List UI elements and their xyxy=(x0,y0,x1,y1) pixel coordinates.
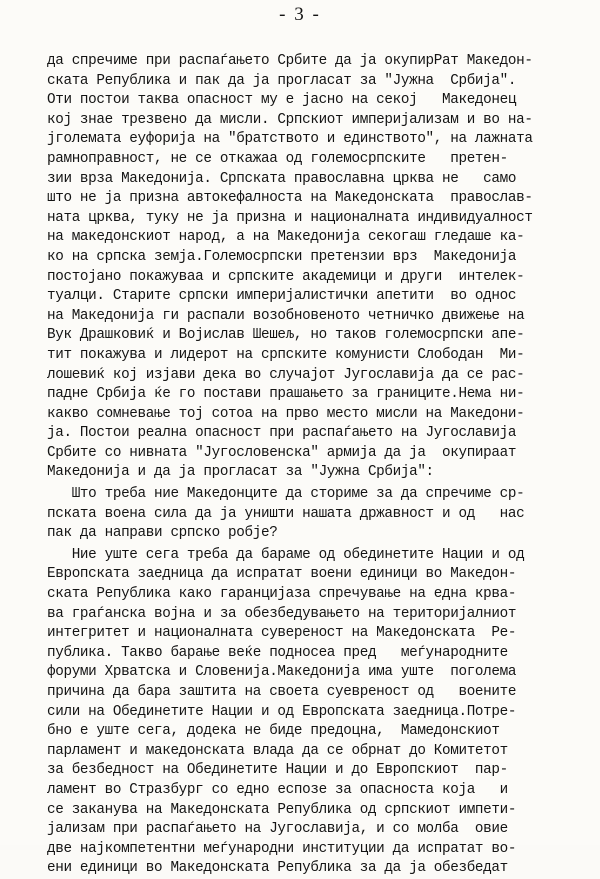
text-line: Македонија и да ја прогласат за "Јужна Србија": xyxy=(47,464,434,481)
text-line: што не ја призна автокефалноста на Македонската православ- xyxy=(47,190,533,207)
text-line: кој знае трезвено да мисли. Српскиот империјализам и во на- xyxy=(47,111,533,128)
text-line: какво сомневање тој сотоа на прво место мисли на Македони- xyxy=(47,405,525,422)
text-line: на македонскиот народ, а на Македонија секогаш гледаше ка- xyxy=(47,229,525,246)
text-line: две најкомпетентни меѓународни институции да испратат во- xyxy=(47,840,517,857)
text-line: ската Република како гаранцијаза спречување на една крва- xyxy=(47,586,517,603)
text-line: бно е уште сега, додека не биде предоцна, Мамедонскиот xyxy=(47,723,500,740)
text-line: Што треба ние Македонците да сториме за да спречиме ср- xyxy=(47,486,525,503)
body-text xyxy=(47,52,582,879)
text-line: падне Србија ќе го постави прашањето за границите.Нема ни- xyxy=(47,386,525,403)
text-line: туалци. Старите српски империјалистички апетити во однос xyxy=(47,288,517,305)
text-line: пак да направи српско робје? xyxy=(47,525,278,542)
text-line: тит покажува и лидерот на српските комунисти Слободан Ми- xyxy=(47,346,525,363)
text-line: ската Република и пак да ја прогласат за "Јужна Србија". xyxy=(47,72,517,89)
text-line: парламент и македонската влада да се обрнат до Комитетот xyxy=(47,742,508,759)
page-number: - 3 - xyxy=(279,4,321,25)
text-line: Вук Драшковиќ и Војислав Шешељ, но таков големосрпски апе- xyxy=(47,327,525,344)
text-line: јголемата еуфорија на "братството и единството", на лажната xyxy=(47,131,533,148)
text-line: пската воена сила да ја уништи нашата државност и од нас xyxy=(47,505,525,522)
text-line: причина да бара заштита на своета суевреност од воените xyxy=(47,684,517,700)
text-line: на Македонија ги распали возобновеното четничко движење на xyxy=(47,307,525,324)
text-line: за безбедност на Обединетите Нации и до Европскиот пар- xyxy=(47,762,508,779)
text-line: ја. Постои реална опасност при распаѓањето на Југославија xyxy=(47,425,517,442)
text-line: публика. Такво барање веќе подносеа пред меѓународните xyxy=(47,644,508,661)
text-line: постојано покажуваа и српските академици и други интелек- xyxy=(47,268,525,285)
text-line: ва граѓанска војна и за обезбедувањето на територијалниот xyxy=(47,605,517,622)
text-line: се заканува на Македонската Република од српскиот импети- xyxy=(47,801,517,818)
text-line: Европската заедница да испратат воени единици во Македон- xyxy=(47,566,517,583)
text-line: Оти постои таква опасност му е јасно на секој Македонец xyxy=(47,92,517,109)
text-line: лошевиќ кој изјави дека во случајот Југославија да се рас- xyxy=(47,366,525,383)
text-line: ени единици во Македонската Република за да ја обезбедат xyxy=(47,860,508,877)
text-line: да спречиме при распаѓањето Србите да ја окупирРат Македон- xyxy=(47,53,533,69)
text-line: ко на српска земја.Големосрпски претензии врз Македонија xyxy=(47,248,517,265)
text-line: форуми Хрватска и Словенија.Македонија има уште поголема xyxy=(47,664,517,681)
text-line: интегритет и националната сувереност на Македонската Ре- xyxy=(47,625,517,642)
text-line: сили на Обединетите Нации и од Европската заедница.Потре- xyxy=(47,703,517,720)
text-line: зии врза Македонија. Српската православна црква не само xyxy=(47,170,517,187)
text-line: ламент во Стразбург со едно еспозе за опасноста која и xyxy=(47,781,508,798)
text-line: Ние уште сега треба да бараме од обединетите Нации и од xyxy=(47,546,525,563)
text-line: ната црква, туку не ја призна и националната индивидуалност xyxy=(47,209,533,226)
text-line: јализам при распаѓањето на Југославија, и со молба овие xyxy=(47,821,508,838)
text-line: рамноправност, не се откажаа од големосрпските претен- xyxy=(47,150,508,167)
text-line: Србите со нивната "Југословенска" армија да ја окупираат xyxy=(47,444,517,461)
